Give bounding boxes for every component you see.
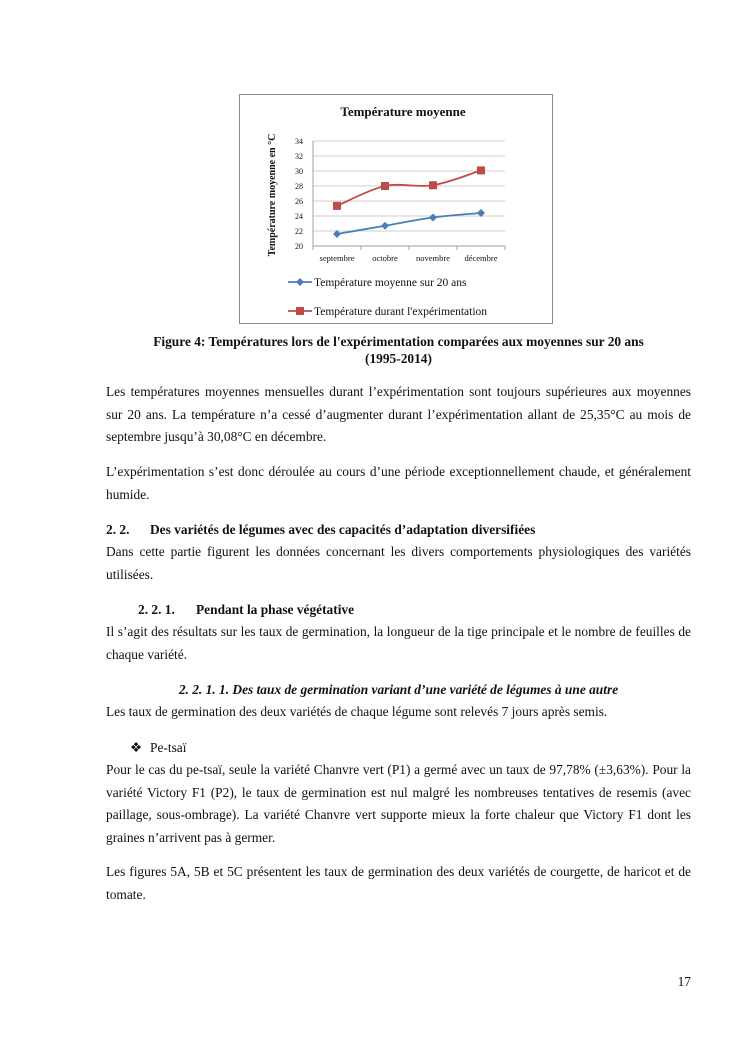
- legend-label: Température moyenne sur 20 ans: [314, 277, 467, 289]
- legend-label: Température durant l'expérimentation: [314, 306, 488, 318]
- bullet-label: Pe-tsaï: [150, 740, 187, 755]
- x-tick-label: septembre: [319, 253, 355, 263]
- diamond-marker: [296, 278, 304, 286]
- y-tick-label: 26: [295, 197, 303, 206]
- figure-caption-line2: (1995-2014): [365, 351, 432, 366]
- x-tick-label: décembre: [464, 253, 498, 263]
- square-marker: [477, 166, 485, 174]
- section-heading-2-2-1: [138, 601, 354, 619]
- diamond-marker: [429, 214, 437, 222]
- series-1: [333, 209, 485, 238]
- diamond-marker: [381, 222, 389, 230]
- paragraph-results-intro: Il s’agit des résultats sur les taux de germination, la longueur de la tige principale et le nombre de feuilles de chaque variété.: [106, 624, 691, 662]
- y-tick-label: 34: [295, 137, 303, 146]
- square-marker: [429, 181, 437, 189]
- temperature-chart: [239, 94, 553, 324]
- paragraph-figures-5: Les figures 5A, 5B et 5C présentent les taux de germination des deux variétés de courgette, de haricot et de tomate.: [106, 864, 691, 902]
- paragraph-pe-tsai: Pour le cas du pe-tsaï, seule la variété Chanvre vert (P1) a germé avec un taux de 97,78% (±3,63%). Pour la variété Victory F1 (P2), le taux de germination est nul malgré les nombreuses tentatives de resemis (avec paillage, sous-ombrage). La variété Chanvre vert supporte mieux la forte chaleur que Victory F1 dont les graines n’arrivent pas à germer.: [106, 762, 691, 845]
- x-tick-label: novembre: [416, 253, 450, 263]
- chart-title: Température moyenne: [340, 104, 466, 119]
- series-line: [337, 170, 481, 205]
- figure-caption: [106, 333, 691, 367]
- section-title: Des variétés de légumes avec des capacités d’adaptation diversifiées: [150, 522, 536, 537]
- chart-y-axis-label: Température moyenne en °C: [267, 133, 278, 257]
- paragraph-intro-varieties: Dans cette partie figurent les données concernant les divers comportements physiologiques des variétés utilisées.: [106, 544, 691, 582]
- paragraph-temperatures: Les températures moyennes mensuelles durant l’expérimentation sont toujours supérieures aux moyennes sur 20 ans. La température n’a cessé d’augmenter durant l’expérimentation allant de 25,35°C au mois de septembre jusqu’à 30,08°C en décembre.: [106, 384, 691, 445]
- section-heading-2-2-1-1: 2. 2. 1. 1. Des taux de germination variant d’une variété de légumes à une autre: [178, 682, 619, 697]
- square-marker: [333, 202, 341, 210]
- section-number: 2. 2.: [106, 522, 130, 537]
- square-marker: [296, 307, 304, 315]
- section-heading-2-2: [106, 521, 535, 539]
- y-tick-label: 20: [295, 242, 303, 251]
- y-tick-label: 22: [295, 227, 303, 236]
- square-marker: [381, 182, 389, 190]
- y-tick-label: 28: [295, 182, 303, 191]
- y-tick-label: 24: [295, 212, 303, 221]
- paragraph-period: L’expérimentation s’est donc déroulée au cours d’une période exceptionnellement chaude, et généralement humide.: [106, 464, 691, 502]
- chart-legend: [288, 277, 487, 318]
- page-number: 17: [677, 974, 691, 989]
- figure-caption-line1: Figure 4: Températures lors de l'expérimentation comparées aux moyennes sur 20 ans: [153, 334, 644, 349]
- chart-svg: [240, 95, 552, 323]
- section-number: 2. 2. 1.: [138, 602, 175, 617]
- x-tick-label: octobre: [372, 253, 398, 263]
- y-tick-label: 30: [295, 167, 303, 176]
- diamond-bullet-icon: ❖: [130, 740, 143, 755]
- paragraph-germination-rates: Les taux de germination des deux variétés de chaque légume sont relevés 7 jours après semis.: [106, 704, 608, 719]
- y-tick-label: 32: [295, 152, 303, 161]
- chart-series: [333, 166, 485, 238]
- series-2: [333, 166, 485, 209]
- chart-gridlines: [313, 141, 505, 246]
- bullet-pe-tsai: [130, 739, 186, 757]
- section-title: Pendant la phase végétative: [196, 602, 355, 617]
